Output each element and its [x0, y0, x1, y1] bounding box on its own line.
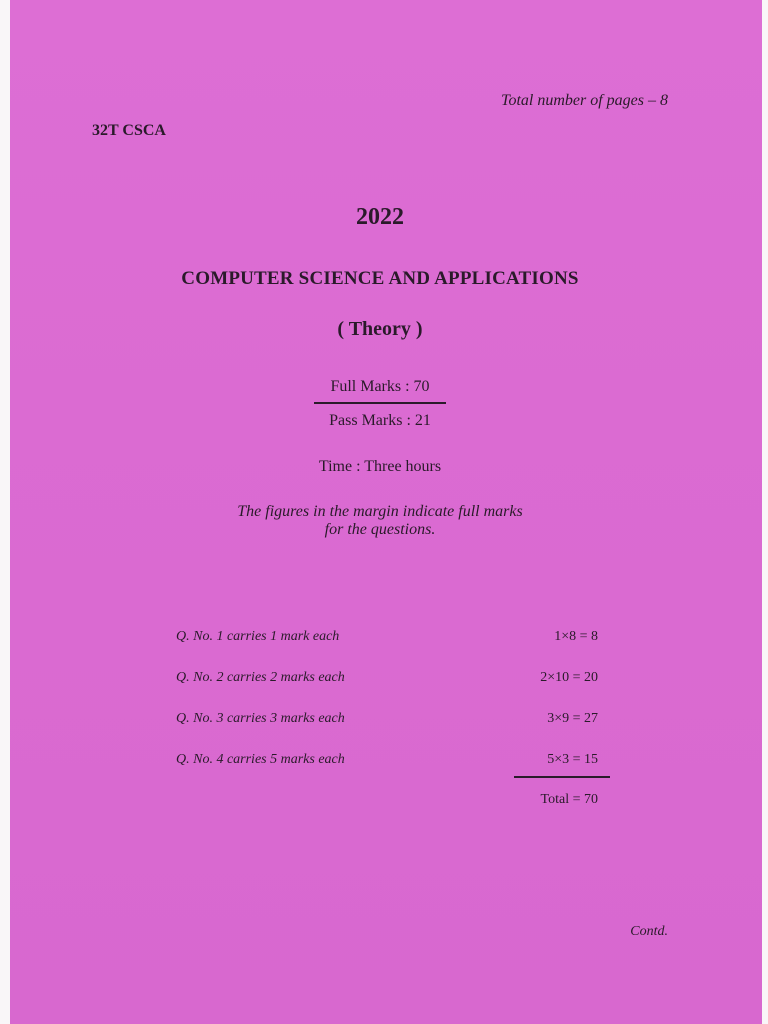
question-label: Q. No. 4 carries 5 marks each	[176, 752, 345, 767]
question-marks: 1×8 = 8	[554, 629, 598, 644]
question-label: Q. No. 2 carries 2 marks each	[176, 670, 345, 685]
question-marks: 2×10 = 20	[540, 670, 598, 685]
question-marks: 3×9 = 27	[547, 711, 598, 726]
marks-instruction	[10, 503, 750, 539]
instruction-line-2: for the questions.	[324, 521, 436, 538]
total-marks: Total = 70	[540, 792, 598, 807]
question-row	[10, 629, 762, 651]
question-row	[10, 711, 762, 733]
subject-title: COMPUTER SCIENCE AND APPLICATIONS	[181, 268, 579, 289]
question-row	[10, 752, 762, 774]
pass-marks: Pass Marks : 21	[329, 412, 431, 429]
marks-divider	[314, 402, 446, 404]
total-divider	[514, 776, 610, 778]
exam-time: Time : Three hours	[318, 458, 442, 475]
question-marks: 5×3 = 15	[547, 752, 598, 767]
exam-year: 2022	[356, 204, 404, 230]
continued-note: Contd.	[630, 924, 668, 939]
total-pages-text: Total number of pages – 8	[501, 92, 668, 109]
paper-code: 32T CSCA	[92, 122, 166, 139]
question-label: Q. No. 3 carries 3 marks each	[176, 711, 345, 726]
question-row	[10, 670, 762, 692]
paper-type: ( Theory )	[337, 318, 423, 340]
exam-paper-cover	[10, 0, 762, 1024]
instruction-line-1: The figures in the margin indicate full marks	[237, 503, 523, 520]
question-label: Q. No. 1 carries 1 mark each	[176, 629, 340, 644]
full-marks: Full Marks : 70	[330, 378, 430, 395]
